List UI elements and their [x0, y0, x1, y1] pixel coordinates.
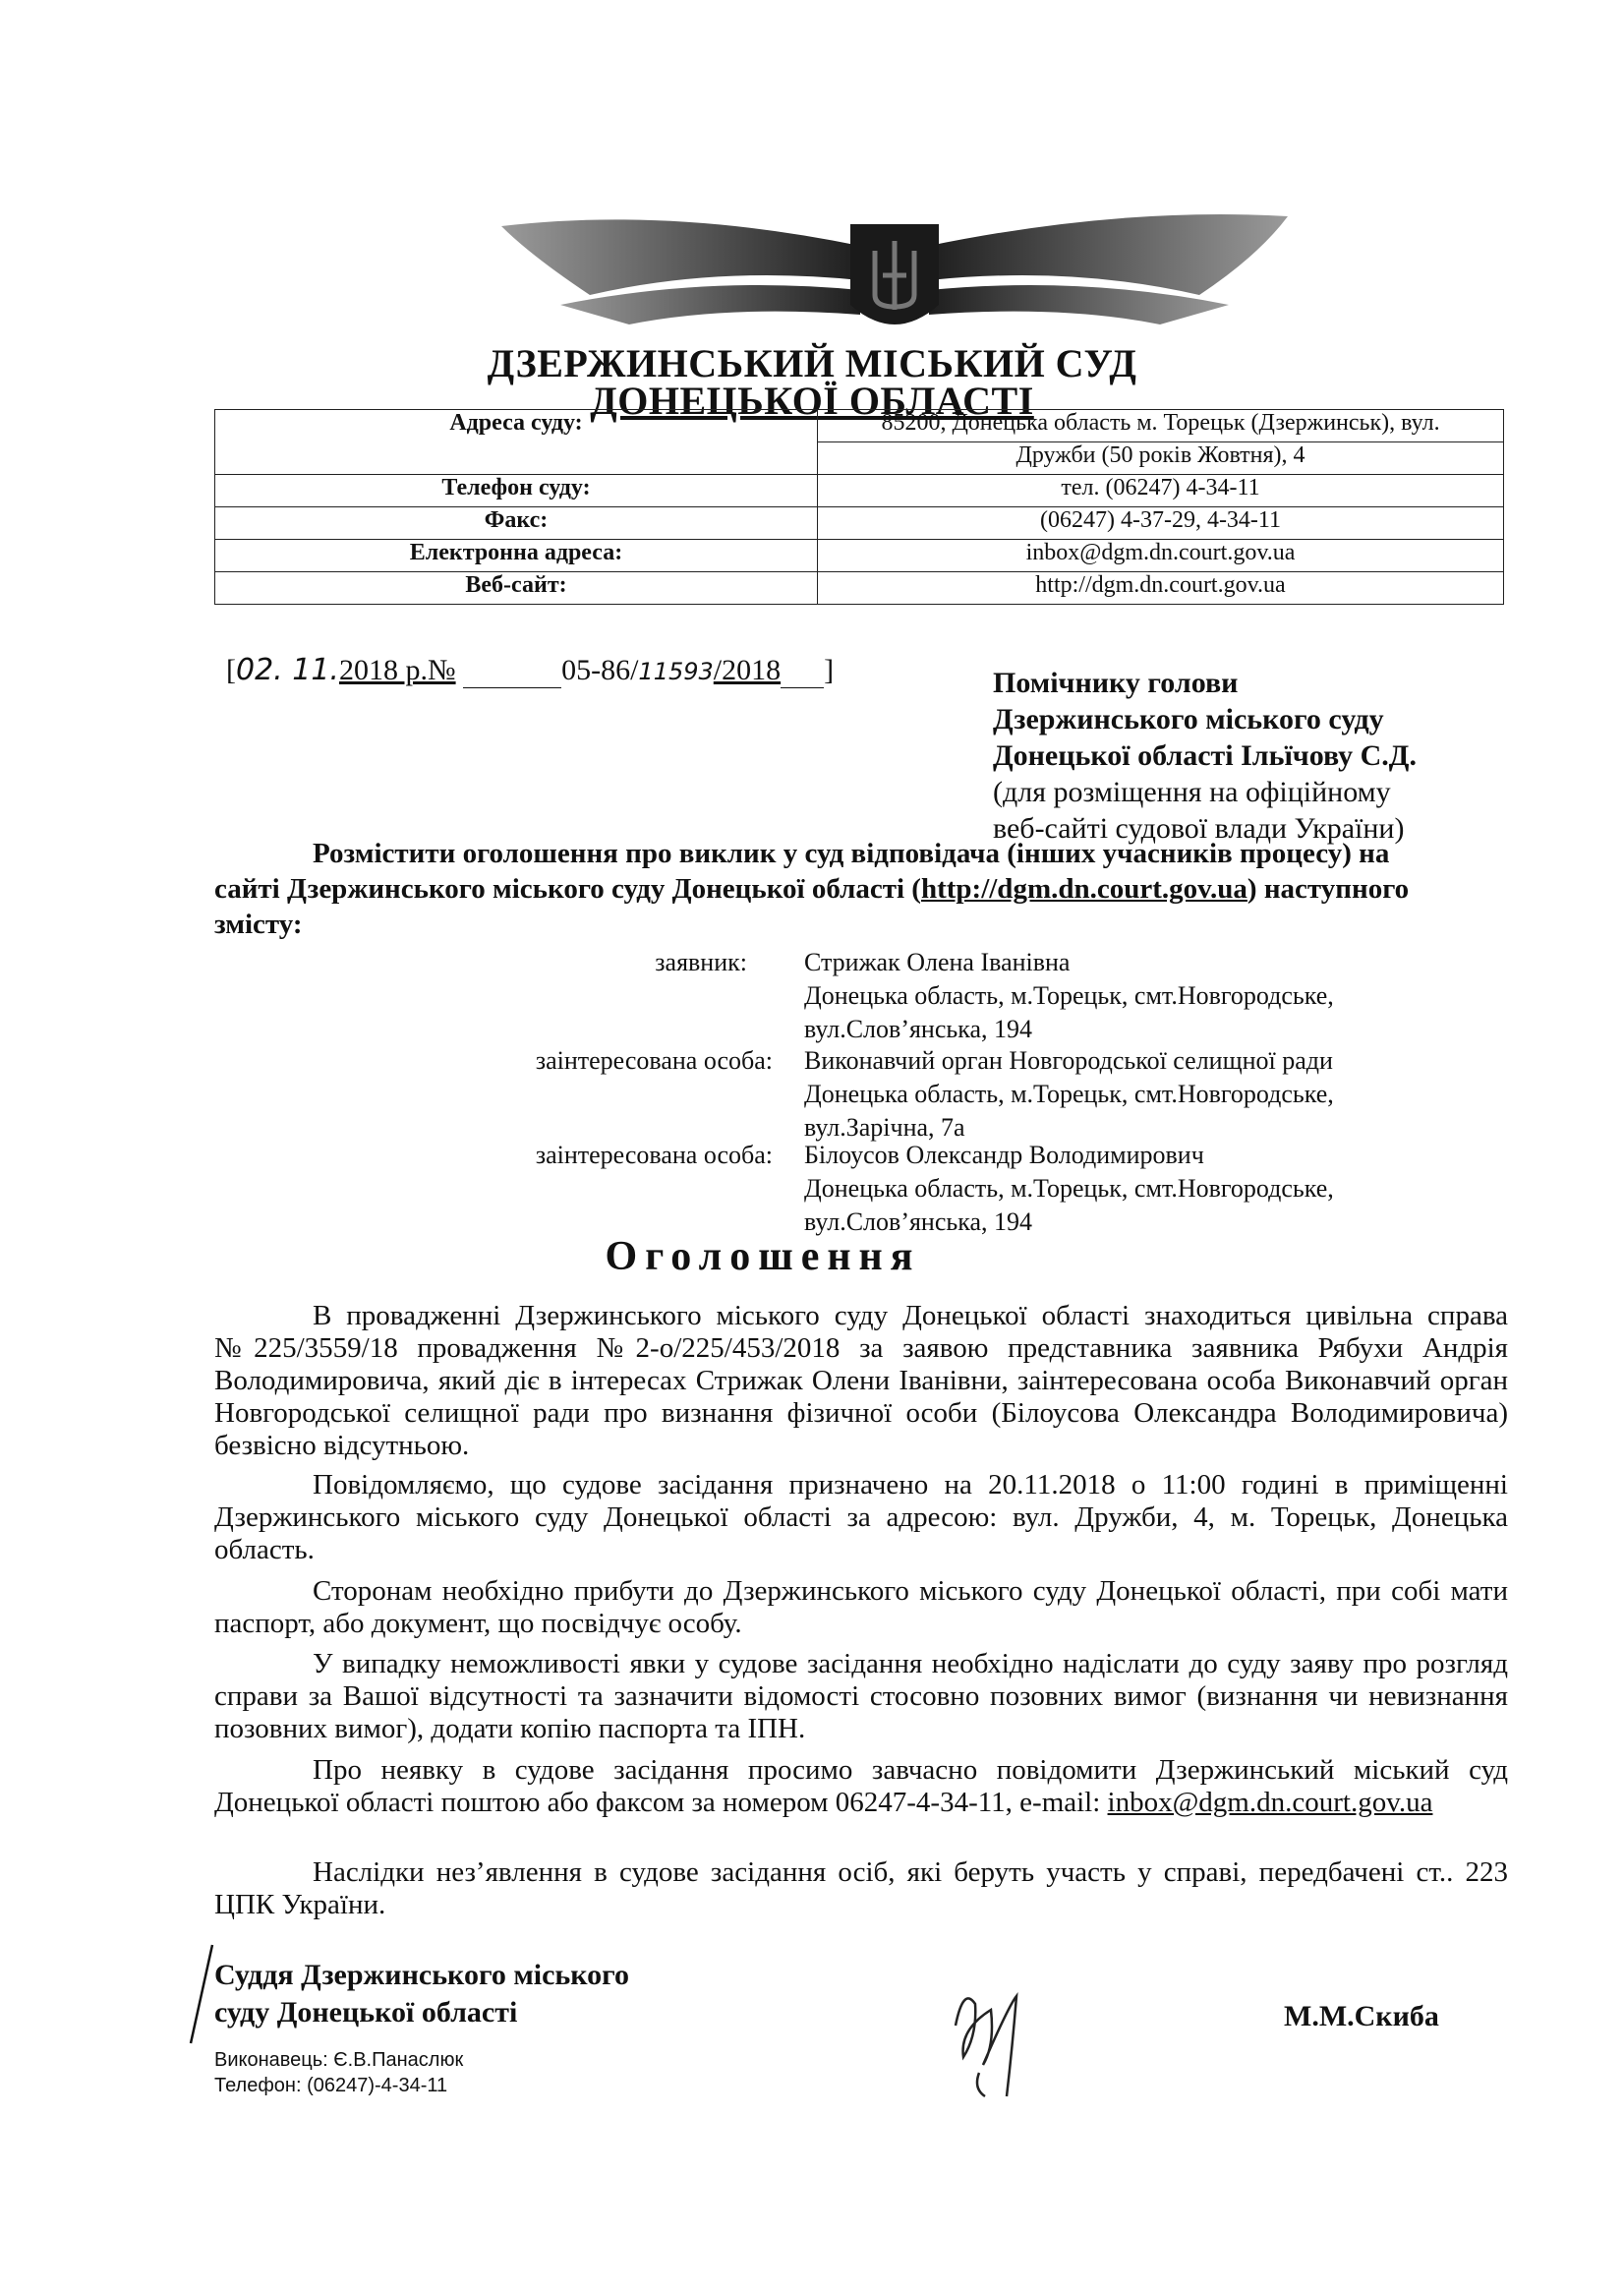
bracket-close: ]: [824, 654, 835, 686]
paragraph-5-text: Про неявку в судове засідання просимо завчасно повідомити Дзержинський міський суд Донецької області поштою або факсом за номером 06247-4-34-11, e-mail:: [214, 1754, 1508, 1818]
court-info-table: [214, 409, 1504, 605]
judge-title: [214, 1957, 629, 2031]
email-link[interactable]: inbox@dgm.dn.court.gov.ua: [1107, 1787, 1433, 1818]
left-wing-shape: [501, 219, 860, 295]
executor-line2: Телефон: (06247)-4-34-11: [214, 2075, 448, 2096]
announcement-paragraph-5: [214, 1754, 1508, 1819]
court-emblem: [472, 197, 1317, 344]
party-street: вул.Слов’янська, 194: [804, 1015, 1033, 1043]
announcement-paragraph-2: Повідомляємо, що судове засідання призначено на 20.11.2018 о 11:00 годині в приміщенні Дзержинського міського суду Донецької області за адресою: вул. Дружби, 4, м. Торецьк, Донецька область.: [214, 1469, 1508, 1565]
announcement-paragraph-3: Сторонам необхідно прибути до Дзержинського міського суду Донецької області, при собі мати паспорт, або документ, що посвідчує особу.: [214, 1575, 1508, 1639]
phone-label: Телефон суду:: [215, 475, 818, 507]
announcement-paragraph-4: У випадку неможливості явки у судове засідання необхідно надіслати до суду заяву про розгляд справи за Вашої відсутності та зазначити відомості стосовно позовних вимог (визнання чи невизнання позовних вимог), додати копію паспорта та ІПН.: [214, 1648, 1508, 1744]
executor-info: [214, 2047, 463, 2098]
party-label-interested2: заінтересована особа:: [535, 1141, 773, 1169]
website-value[interactable]: http://dgm.dn.court.gov.ua: [818, 572, 1504, 605]
request-line2-prefix: сайті Дзержинського міського суду Донецької області (: [214, 873, 921, 905]
blank-line: [463, 654, 561, 688]
table-row: [215, 410, 1504, 442]
date-suffix: 2018 р.№: [338, 654, 456, 686]
fax-label: Факс:: [215, 507, 818, 540]
addressee-line4: (для розміщення на офіційному: [993, 776, 1391, 808]
addressee-line5: веб-сайті судової влади України): [993, 812, 1405, 845]
email-label: Електронна адреса:: [215, 540, 818, 572]
addressee-line3: Донецької області Ільїчову С.Д.: [993, 739, 1417, 772]
bracket-open: [: [226, 654, 236, 686]
address-value-line1: 85200, Донецька область м. Торецьк (Дзержинськ), вул.: [818, 410, 1504, 442]
handwritten-signature: [934, 1967, 1042, 2104]
handwritten-date: 02. 11.: [236, 653, 339, 687]
party-street: вул.Зарічна, 7а: [804, 1113, 965, 1142]
address-label: Адреса суду:: [215, 410, 818, 475]
court-website-link[interactable]: http://dgm.dn.court.gov.ua: [920, 873, 1247, 905]
judge-title-line2: суду Донецької області: [214, 1996, 518, 2029]
number-suffix: /2018: [713, 654, 782, 686]
number-prefix: 05-86/: [561, 654, 639, 686]
email-value[interactable]: inbox@dgm.dn.court.gov.ua: [818, 540, 1504, 572]
addressee-line2: Дзержинського міського суду: [993, 703, 1384, 735]
announcement-paragraph-6: Наслідки нез’явлення в судове засідання осіб, які беруть участь у справі, передбачені ст.. 223 ЦПК України.: [214, 1856, 1508, 1920]
executor-line1: Виконавець: Є.В.Панаслюк: [214, 2049, 464, 2071]
request-line3: змісту:: [214, 909, 303, 940]
addressee-block: [993, 665, 1417, 847]
announcement-paragraph-1: В провадженні Дзержинського міського суду Донецької області знаходиться цивільна справа №225/3559/18 провадження №2-о/225/453/2018 за заявою представника заявника Рябухи Андрія Володимировича, який діє в інтересах Стрижак Олени Іванівни, заінтересована особа Виконавчий орган Новгородської селищної ради про визнання фізичної особи (Білоусова Олександра Володимировича) безвісно відсутньою.: [214, 1300, 1508, 1461]
party-applicant: [804, 946, 1334, 1046]
request-block: [214, 836, 1508, 942]
announcement-title: Оголошення: [605, 1234, 921, 1279]
table-row: [215, 540, 1504, 572]
party-name: Виконавчий орган Новгородської селищної ради: [804, 1046, 1333, 1075]
request-line1: Розмістити оголошення про виклик у суд відповідача (інших учасників процесу) на: [313, 838, 1390, 869]
court-name-line2: ДОНЕЦЬКОЇ ОБЛАСТІ: [590, 379, 1034, 423]
party-address: Донецька область, м.Торецьк, смт.Новгородське,: [804, 1174, 1334, 1203]
party-label-applicant: заявник:: [655, 948, 747, 976]
party-name: Стрижак Олена Іванівна: [804, 948, 1071, 976]
party-street: вул.Слов’янська, 194: [804, 1207, 1033, 1236]
fax-value: (06247) 4-37-29, 4-34-11: [818, 507, 1504, 540]
address-value-line2: Дружби (50 років Жовтня), 4: [818, 442, 1504, 475]
addressee-line1: Помічнику голови: [993, 667, 1239, 699]
party-name: Білоусов Олександр Володимирович: [804, 1141, 1204, 1169]
party-address: Донецька область, м.Торецьк, смт.Новгородське,: [804, 981, 1334, 1010]
party-interested2: [804, 1139, 1334, 1239]
right-wing-shape: [929, 214, 1288, 295]
court-name-line1: ДЗЕРЖИНСЬКИЙ МІСЬКИЙ СУД: [487, 341, 1137, 385]
table-row: [215, 507, 1504, 540]
request-line2-suffix: ) наступного: [1247, 873, 1410, 905]
party-address: Донецька область, м.Торецьк, смт.Новгородське,: [804, 1080, 1334, 1108]
party-label-interested1: заінтересована особа:: [535, 1046, 773, 1075]
phone-value: тел. (06247) 4-34-11: [818, 475, 1504, 507]
website-label: Веб-сайт:: [215, 572, 818, 605]
handwritten-number: 11593: [638, 658, 714, 685]
party-interested1: [804, 1044, 1334, 1145]
registration-number: [226, 653, 834, 688]
table-row: [215, 572, 1504, 605]
judge-title-line1: Суддя Дзержинського міського: [214, 1959, 630, 1991]
table-row: [215, 475, 1504, 507]
judge-name: М.М.Скиба: [1284, 2000, 1439, 2032]
blank-line: [781, 654, 824, 688]
